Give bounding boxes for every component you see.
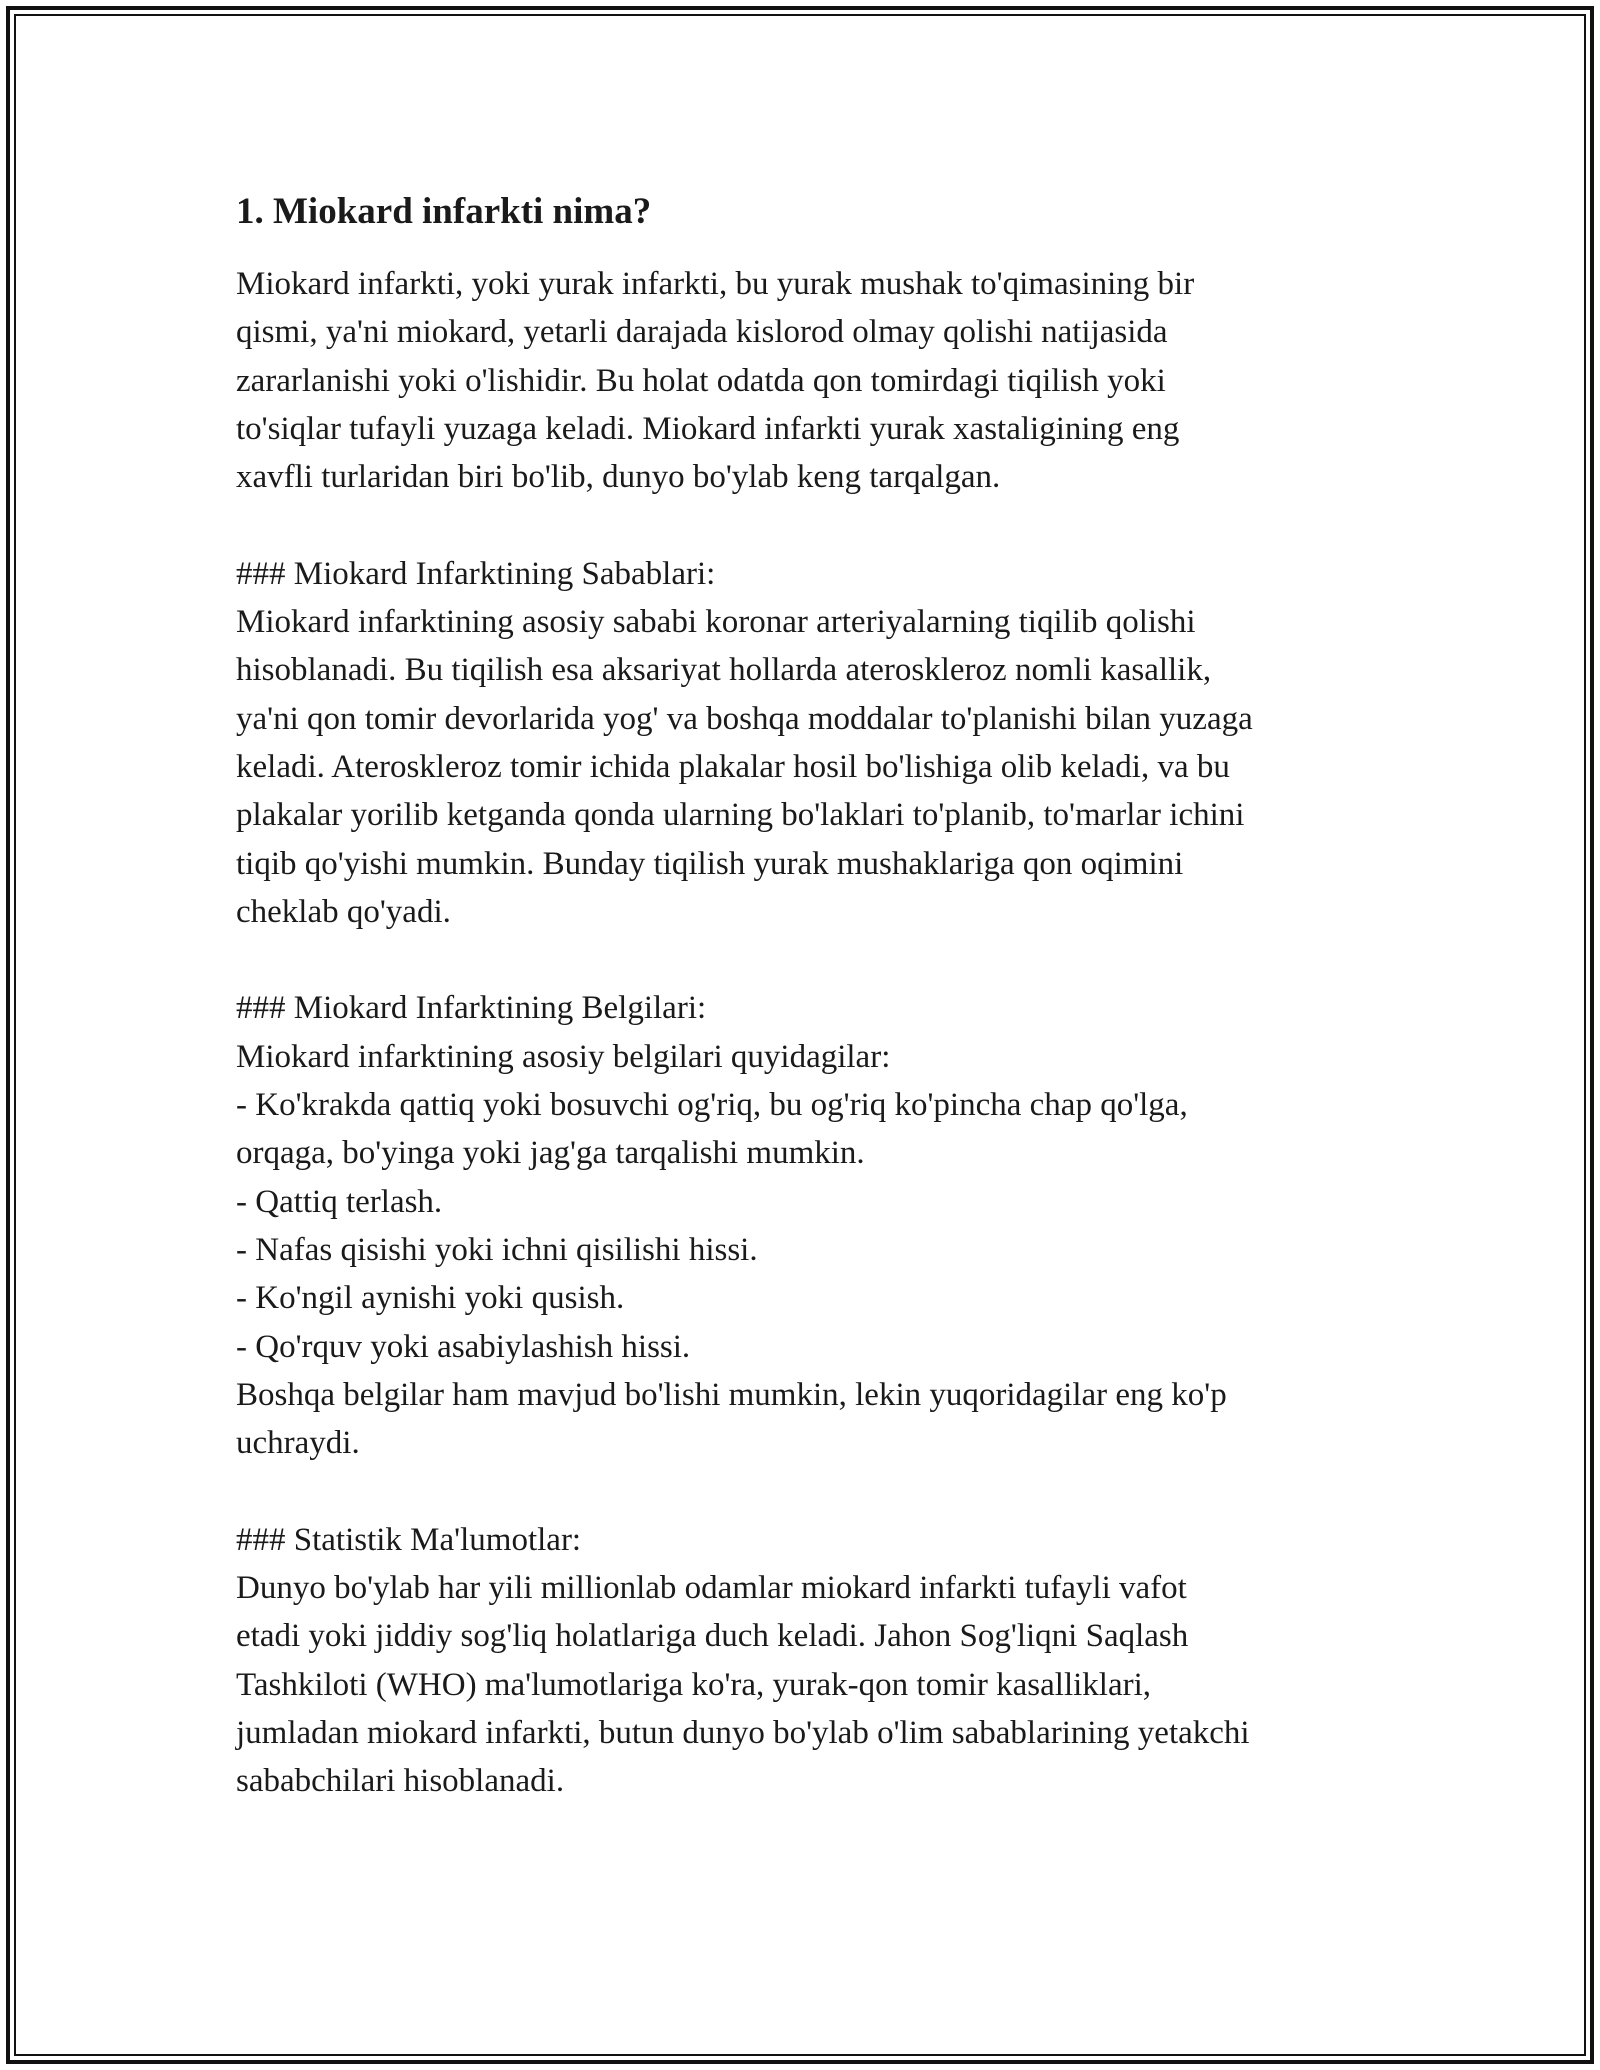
document-body <box>236 188 1376 1806</box>
section-line: plakalar yorilib ketganda qonda ularning bo'laklari to'planib, to'marlar ichini <box>236 797 1245 834</box>
section-line: uchraydi. <box>236 1425 360 1462</box>
section-line: ya'ni qon tomir devorlarida yog' va boshqa moddalar to'planishi bilan yuzaga <box>236 700 1253 737</box>
section-line: Dunyo bo'ylab har yili millionlab odamlar miokard infarkti tufayli vafot <box>236 1570 1187 1607</box>
section-line: Tashkiloti (WHO) ma'lumotlariga ko'ra, yurak-qon tomir kasalliklari, <box>236 1666 1152 1703</box>
list-item: - Qo'rquv yoki asabiylashish hissi. <box>236 1328 691 1365</box>
section-causes-text <box>236 550 1376 936</box>
intro-line: Miokard infarkti, yoki yurak infarkti, bu yurak mushak to'qimasining bir <box>236 266 1195 302</box>
section-line: Miokard infarktining asosiy sababi koronar arteriyalarning tiqilib qolishi <box>236 604 1196 641</box>
intro-line: to'siqlar tufayli yuzaga keladi. Miokard infarkti yurak xastaligining eng <box>236 410 1180 447</box>
section-line: jumladan miokard infarkti, butun dunyo bo'ylab o'lim sabablarining yetakchi <box>236 1714 1250 1751</box>
section-causes <box>236 550 1376 936</box>
section-line: Boshqa belgilar ham mavjud bo'lishi mumkin, lekin yuqoridagilar eng ko'p <box>236 1376 1227 1413</box>
section-line: etadi yoki jiddiy sog'liq holatlariga duch keladi. Jahon Sog'liqni Saqlash <box>236 1618 1189 1655</box>
intro-line: xavfli turlaridan biri bo'lib, dunyo bo'ylab keng tarqalgan. <box>236 459 1001 496</box>
list-item: - Nafas qisishi yoki ichni qisilishi hissi. <box>236 1231 758 1268</box>
document-title: 1. Miokard infarkti nima? <box>236 191 652 232</box>
section-line: cheklab qo'yadi. <box>236 893 451 930</box>
intro-line: qismi, ya'ni miokard, yetarli darajada kislorod olmay qolishi natijasida <box>236 314 1168 351</box>
section-heading: ### Miokard Infarktining Sabablari: <box>236 555 716 592</box>
section-heading: ### Miokard Infarktining Belgilari: <box>236 990 707 1027</box>
section-statistics-text <box>236 1516 1376 1806</box>
section-heading: ### Statistik Ma'lumotlar: <box>236 1521 582 1558</box>
section-line: tiqib qo'yishi mumkin. Bunday tiqilish yurak mushaklariga qon oqimini <box>236 845 1184 882</box>
list-item: - Ko'ngil aynishi yoki qusish. <box>236 1280 625 1317</box>
section-line: hisoblanadi. Bu tiqilish esa aksariyat hollarda ateroskleroz nomli kasallik, <box>236 652 1212 689</box>
section-line: Miokard infarktining asosiy belgilari quyidagilar: <box>236 1038 891 1075</box>
list-item: - Qattiq terlash. <box>236 1183 443 1220</box>
section-statistics <box>236 1516 1376 1806</box>
list-item-continuation: orqaga, bo'yinga yoki jag'ga tarqalishi mumkin. <box>236 1135 865 1172</box>
section-line: keladi. Ateroskleroz tomir ichida plakalar hosil bo'lishiga olib keladi, va bu <box>236 748 1230 785</box>
list-item: - Ko'krakda qattiq yoki bosuvchi og'riq, bu og'riq ko'pincha chap qo'lga, <box>236 1087 1188 1124</box>
section-symptoms <box>236 984 1376 1467</box>
section-symptoms-text <box>236 984 1376 1467</box>
intro-line: zararlanishi yoki o'lishidir. Bu holat odatda qon tomirdagi tiqilish yoki <box>236 362 1166 399</box>
section-line: sababchilari hisoblanadi. <box>236 1763 565 1800</box>
intro-paragraph <box>236 260 1376 501</box>
